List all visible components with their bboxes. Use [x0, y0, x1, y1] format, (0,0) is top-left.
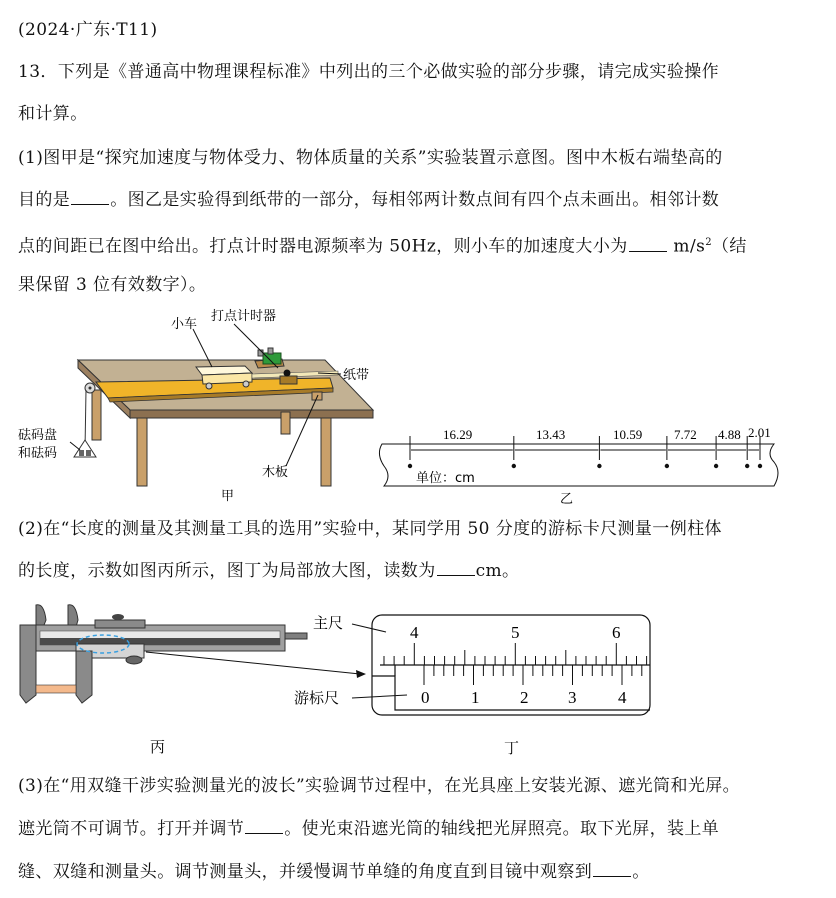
- answer-blank-4[interactable]: [245, 819, 283, 834]
- part1-line2b: 。图乙是实验得到纸带的一部分，每相邻两计数点间有四个点未画出。相邻计数: [110, 190, 720, 210]
- caption-bing: 丙: [150, 738, 166, 756]
- table-leg: [92, 390, 101, 440]
- segment-label: 10.59: [613, 427, 643, 442]
- segment-label: 4.88: [718, 427, 741, 442]
- table-leg: [321, 418, 331, 486]
- question-intro-line2: 和计算。: [18, 104, 88, 124]
- question-intro-line1: 13．下列是《普通高中物理课程标准》中列出的三个必做实验的部分步骤，请完成实验操作: [18, 62, 720, 82]
- part1-line3b: m/s: [667, 236, 706, 257]
- counting-point: [714, 464, 718, 468]
- table-edge: [130, 410, 373, 418]
- part3-line2b: 。使光束沿遮光筒的轴线把光屏照亮。取下光屏，装上单: [284, 819, 720, 839]
- answer-blank-2[interactable]: [629, 237, 667, 252]
- vernier-number: 4: [618, 688, 627, 707]
- label-tape: 纸带: [343, 368, 370, 383]
- figure-ding-vernier: [294, 600, 660, 765]
- part1-unit-sup: 2: [705, 237, 712, 248]
- part1-line3: [18, 233, 747, 257]
- label-board: 木板: [262, 465, 289, 480]
- part2-line2a: 的长度，示数如图丙所示，图丁为局部放大图，读数为: [18, 561, 436, 581]
- part2-line1: (2)在“长度的测量及其测量工具的选用”实验中，某同学用 50 分度的游标卡尺测量一例柱体: [18, 519, 722, 539]
- part3-line3a: 缝、双缝和测量头。调节测量头，并缓慢调节单缝的角度直到目镜中观察到: [18, 862, 593, 882]
- answer-blank-1[interactable]: [71, 190, 109, 205]
- vernier-number: 0: [421, 688, 430, 707]
- main-scale-number: 6: [612, 623, 621, 642]
- part1-line4: 果保留 3 位有效数字）。: [18, 275, 207, 295]
- part1-line3c: （结: [711, 236, 747, 257]
- counting-point: [745, 464, 749, 468]
- main-scale-number: 5: [511, 623, 520, 642]
- counting-point: [408, 464, 412, 468]
- answer-blank-5[interactable]: [593, 862, 631, 877]
- part1-line1: (1)图甲是“探究加速度与物体受力、物体质量的关系”实验装置示意图。图中木板右端垫高的: [18, 148, 723, 168]
- counting-point: [597, 464, 601, 468]
- part3-line3b: 。: [632, 862, 650, 882]
- counting-point: [665, 464, 669, 468]
- part2-line2b: cm。: [475, 561, 520, 581]
- label-cart: 小车: [171, 317, 198, 332]
- segment-label: 2.01: [748, 425, 771, 440]
- segment-label: 13.43: [536, 427, 566, 442]
- part3-line1: (3)在“用双缝干涉实验测量光的波长”实验调节过程中，在光具座上安装光源、遮光筒和光屏。: [18, 776, 741, 796]
- vernier-number: 2: [520, 688, 529, 707]
- part1-line3a: 点的间距已在图中给出。打点计时器电源频率为 50Hz，则小车的加速度大小为: [18, 236, 628, 257]
- figure-jia-apparatus: [0, 300, 380, 510]
- part3-line3: [18, 862, 650, 882]
- main-scale-number: 4: [410, 623, 419, 642]
- label-pan: 砝码盘: [18, 428, 58, 443]
- answer-blank-3[interactable]: [437, 561, 475, 576]
- label-pan2: 和砝码: [18, 446, 58, 461]
- caption-yi: 乙: [560, 492, 574, 507]
- vernier-label: 游标尺: [294, 689, 340, 707]
- part2-line2: [18, 561, 519, 581]
- counting-point: [758, 464, 762, 468]
- part1-line2: [18, 190, 719, 210]
- source-tag: (2024·广东·T11): [18, 20, 158, 40]
- table-leg: [281, 412, 290, 434]
- part1-line2a: 目的是: [18, 190, 71, 210]
- caliper-slider: [95, 620, 145, 628]
- table-leg: [137, 418, 147, 486]
- part3-line2a: 遮光筒不可调节。打开并调节: [18, 819, 245, 839]
- caption-ding: 丁: [504, 739, 520, 757]
- segment-label: 16.29: [443, 427, 473, 442]
- arrow-head: [356, 670, 366, 678]
- tape-unit-label: 单位：cm: [416, 471, 475, 486]
- label-timer: 打点计时器: [211, 309, 277, 324]
- counting-point: [512, 464, 516, 468]
- vernier-number: 1: [471, 688, 480, 707]
- segment-label: 7.72: [674, 427, 697, 442]
- part3-line2: [18, 819, 719, 839]
- weight-pan: [74, 440, 96, 457]
- figure-yi-tape: [370, 410, 790, 510]
- vernier-number: 3: [568, 688, 577, 707]
- main-scale-label: 主尺: [313, 614, 344, 632]
- workpiece: [36, 685, 76, 693]
- caption-jia: 甲: [221, 489, 235, 504]
